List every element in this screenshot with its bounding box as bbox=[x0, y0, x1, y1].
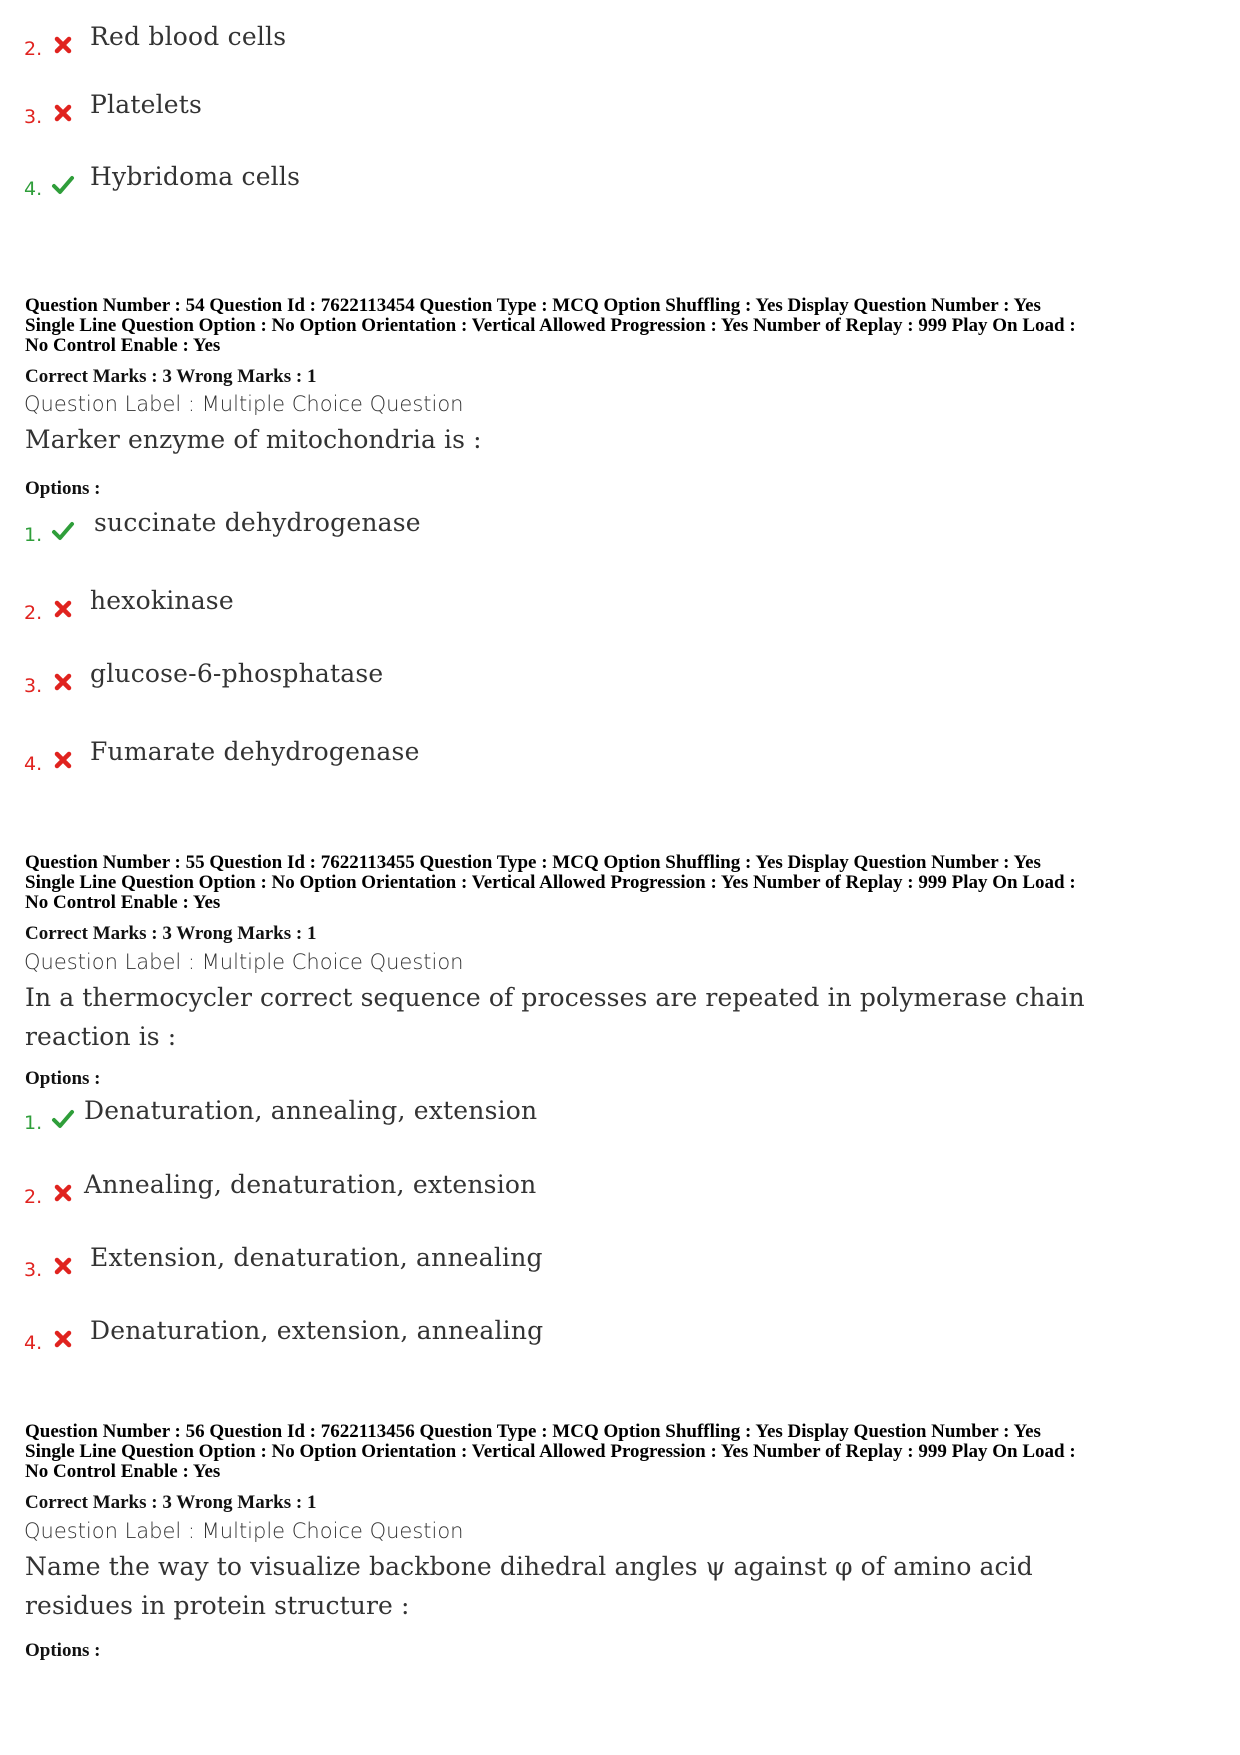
cross-icon bbox=[51, 598, 75, 620]
option-item bbox=[24, 1318, 1024, 1358]
option-number: 2. bbox=[24, 1186, 43, 1208]
option-item bbox=[24, 1172, 1024, 1212]
option-item bbox=[24, 24, 1024, 64]
cross-icon bbox=[51, 102, 75, 124]
meta-line: No Control Enable : Yes bbox=[25, 892, 221, 913]
question-marks: Correct Marks : 3 Wrong Marks : 1 bbox=[25, 923, 317, 944]
question-meta bbox=[25, 853, 1220, 913]
option-text: Denaturation, extension, annealing bbox=[90, 1316, 544, 1345]
cross-icon bbox=[51, 1255, 75, 1277]
question-meta bbox=[25, 296, 1220, 356]
question-marks: Correct Marks : 3 Wrong Marks : 1 bbox=[25, 1492, 317, 1513]
question-text-line: In a thermocycler correct sequence of processes are repeated in polymerase chain bbox=[25, 983, 1085, 1012]
option-number: 4. bbox=[24, 178, 43, 200]
option-number: 2. bbox=[24, 602, 43, 624]
options-label: Options : bbox=[25, 478, 101, 499]
question-meta bbox=[25, 1422, 1220, 1482]
options-label: Options : bbox=[25, 1068, 101, 1089]
option-text: Denaturation, annealing, extension bbox=[84, 1096, 538, 1125]
option-text: glucose-6-phosphatase bbox=[90, 659, 384, 688]
option-text: hexokinase bbox=[90, 586, 234, 615]
option-number: 3. bbox=[24, 1259, 43, 1281]
cross-icon bbox=[51, 671, 75, 693]
question-text-line: reaction is : bbox=[25, 1022, 177, 1051]
question-label: Question Label : Multiple Choice Question bbox=[24, 1519, 464, 1543]
option-item bbox=[24, 1098, 1024, 1138]
option-item bbox=[24, 92, 1024, 132]
option-number: 4. bbox=[24, 753, 43, 775]
option-item bbox=[24, 588, 1024, 628]
option-item bbox=[24, 510, 1024, 550]
meta-line: No Control Enable : Yes bbox=[25, 335, 221, 356]
question-text-line: Marker enzyme of mitochondria is : bbox=[25, 425, 482, 454]
cross-icon bbox=[51, 1182, 75, 1204]
option-number: 3. bbox=[24, 675, 43, 697]
option-number: 1. bbox=[24, 1112, 43, 1134]
option-item bbox=[24, 739, 1024, 779]
option-item bbox=[24, 661, 1024, 701]
option-item bbox=[24, 1245, 1024, 1285]
meta-line: Question Number : 55 Question Id : 7622113455 Question Type : MCQ Option Shuffling : Yes Display Question Number : Yes bbox=[25, 852, 1041, 873]
meta-line: Single Line Question Option : No Option Orientation : Vertical Allowed Progression : Yes Number of Replay : 999 Play On Load : bbox=[25, 1441, 1076, 1462]
cross-icon bbox=[51, 1328, 75, 1350]
option-number: 4. bbox=[24, 1332, 43, 1354]
check-icon bbox=[51, 1108, 75, 1130]
option-text: Red blood cells bbox=[90, 22, 287, 51]
option-text: Fumarate dehydrogenase bbox=[90, 737, 420, 766]
meta-line: Single Line Question Option : No Option Orientation : Vertical Allowed Progression : Yes Number of Replay : 999 Play On Load : bbox=[25, 315, 1076, 336]
question-label: Question Label : Multiple Choice Question bbox=[24, 950, 464, 974]
options-label: Options : bbox=[25, 1640, 101, 1661]
meta-line: Question Number : 54 Question Id : 7622113454 Question Type : MCQ Option Shuffling : Yes Display Question Number : Yes bbox=[25, 295, 1041, 316]
question-text bbox=[25, 1547, 1125, 1625]
option-number: 2. bbox=[24, 38, 43, 60]
question-text bbox=[25, 978, 1125, 1056]
option-number: 3. bbox=[24, 106, 43, 128]
option-text: Annealing, denaturation, extension bbox=[84, 1170, 537, 1199]
cross-icon bbox=[51, 34, 75, 56]
question-label: Question Label : Multiple Choice Question bbox=[24, 392, 464, 416]
check-icon bbox=[51, 520, 75, 542]
option-text: succinate dehydrogenase bbox=[94, 508, 421, 537]
check-icon bbox=[51, 174, 75, 196]
option-text: Platelets bbox=[90, 90, 203, 119]
question-text-line: Name the way to visualize backbone dihedral angles ψ against φ of amino acid bbox=[25, 1552, 1033, 1581]
option-text: Hybridoma cells bbox=[90, 162, 301, 191]
meta-line: Question Number : 56 Question Id : 7622113456 Question Type : MCQ Option Shuffling : Yes Display Question Number : Yes bbox=[25, 1421, 1041, 1442]
question-marks: Correct Marks : 3 Wrong Marks : 1 bbox=[25, 366, 317, 387]
option-text: Extension, denaturation, annealing bbox=[90, 1243, 543, 1272]
meta-line: Single Line Question Option : No Option Orientation : Vertical Allowed Progression : Yes Number of Replay : 999 Play On Load : bbox=[25, 872, 1076, 893]
meta-line: No Control Enable : Yes bbox=[25, 1461, 221, 1482]
question-text bbox=[25, 420, 1125, 459]
option-item bbox=[24, 164, 1024, 204]
cross-icon bbox=[51, 749, 75, 771]
option-number: 1. bbox=[24, 524, 43, 546]
question-text-line: residues in protein structure : bbox=[25, 1591, 410, 1620]
